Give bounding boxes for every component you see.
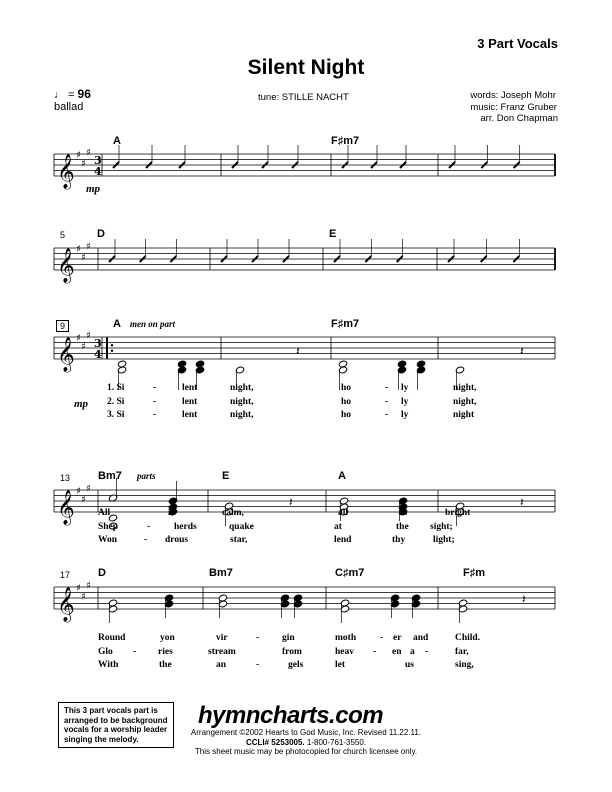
lyric-syllable: let: [335, 660, 346, 670]
phone-number: 1-800-761-3550.: [306, 737, 367, 747]
chord-symbol: F♯m: [463, 567, 485, 579]
lyric-syllable: lent: [182, 397, 198, 407]
lyric-syllable: With: [98, 660, 119, 670]
sharp-icon: ♯: [76, 583, 81, 594]
chord-symbol: A: [113, 135, 121, 147]
lyric-syllable: light;: [433, 535, 455, 545]
lyric-syllable: calm,: [222, 508, 244, 518]
lyric-syllable: 1. Si: [107, 383, 125, 393]
lyric-syllable: sing,: [455, 660, 474, 670]
copyright-line: Arrangement ©2002 Hearts to God Music, Inc. Revised 11.22.11.: [190, 728, 422, 737]
sharp-icon: ♯: [86, 330, 91, 342]
lyric-syllable: -: [256, 633, 260, 643]
lyric-syllable: yon: [160, 633, 175, 643]
quarter-note-icon: ♩: [54, 89, 65, 101]
lyric-syllable: -: [385, 397, 389, 407]
lyric-syllable: is: [168, 508, 175, 518]
chord-symbol: Bm7: [209, 567, 233, 579]
lyric-syllable: -: [256, 660, 260, 670]
lyric-syllable: night,: [453, 383, 477, 393]
arrangement-note: This 3 part vocals part is arranged to be background vocals for a worship leader singing the melody.: [58, 702, 174, 748]
lyric-syllable: sight;: [430, 522, 453, 532]
tune-name: tune: STILLE NACHT: [258, 92, 349, 103]
dynamic-marking: mp: [86, 183, 101, 195]
lyric-syllable: ly: [401, 410, 409, 420]
chord-symbol: A: [113, 318, 121, 330]
performance-cue: parts: [137, 471, 156, 481]
lyric-syllable: lent: [182, 383, 198, 393]
song-title: Silent Night: [247, 56, 365, 79]
quarter-rest-icon: 𝄽: [296, 344, 300, 358]
notehead: [416, 360, 425, 368]
lyric-syllable: Glo: [98, 647, 113, 657]
treble-clef-icon: 𝄞: [57, 248, 75, 283]
lyric-syllable: -: [144, 535, 148, 545]
sharp-icon: ♯: [76, 486, 81, 497]
sharp-icon: ♯: [86, 147, 91, 159]
lyric-syllable: from: [282, 647, 302, 657]
lyric-syllable: -: [373, 647, 377, 657]
lyric-syllable: 3. Si: [107, 410, 125, 420]
chord-symbol: C♯m7: [335, 567, 365, 579]
lyric-syllable: -: [380, 633, 384, 643]
sharp-icon: ♯: [86, 241, 91, 253]
treble-clef-icon: 𝄞: [57, 337, 75, 372]
lyric-syllable: all: [338, 508, 349, 518]
sharp-icon: ♯: [81, 158, 86, 170]
words-credit: words: Joseph Mohr: [470, 90, 556, 101]
lyric-syllable: -: [147, 522, 151, 532]
lyric-syllable: gin: [282, 633, 295, 643]
time-signature: 4: [94, 348, 102, 361]
sharp-icon: ♯: [86, 483, 91, 495]
dynamic-marking: mp: [74, 398, 89, 410]
lyric-syllable: All: [98, 508, 111, 518]
notehead: [117, 360, 126, 368]
ccli-number: CCLI# 5253005.: [245, 737, 305, 747]
lyric-syllable: star,: [230, 535, 248, 545]
measure-number: 17: [60, 570, 71, 580]
chord-symbol: A: [338, 470, 346, 482]
time-signature: 4: [94, 165, 102, 178]
tempo-style: ballad: [54, 101, 84, 113]
treble-clef-icon: 𝄞: [57, 490, 75, 525]
chord-symbol: Bm7: [98, 470, 122, 482]
copyright-block: [0, 728, 612, 757]
lyric-syllable: quake: [229, 522, 254, 532]
lyric-syllable: Shep: [98, 522, 119, 532]
lyric-syllable: herds: [174, 522, 197, 532]
lyric-syllable: thy: [392, 535, 406, 545]
lyric-syllable: an: [216, 660, 227, 670]
time-signature: 3: [94, 337, 102, 350]
tempo-marking: ♩ = 96 ballad: [54, 87, 91, 113]
lyric-syllable: -: [425, 647, 429, 657]
repeat-dot: [111, 344, 113, 346]
chord-symbol: D: [98, 567, 106, 579]
lyric-syllable: Won: [98, 535, 118, 545]
lyric-syllable: at: [334, 522, 342, 532]
lyric-syllable: ho: [341, 397, 352, 407]
chord-symbol: D: [97, 228, 105, 240]
treble-clef-icon: 𝄞: [57, 587, 75, 622]
lyric-syllable: ly: [401, 397, 409, 407]
sharp-icon: ♯: [76, 244, 81, 255]
lyric-syllable: night,: [230, 397, 254, 407]
lyric-syllable: 2. Si: [107, 397, 125, 407]
lyric-syllable: far,: [455, 647, 469, 657]
publisher-logo: [198, 702, 383, 730]
lyric-syllable: -: [153, 410, 157, 420]
lyric-syllable: ho: [341, 383, 352, 393]
lyric-syllable: ho: [341, 410, 352, 420]
chord-symbol: F♯m7: [331, 135, 360, 147]
lyric-syllable: night: [453, 410, 475, 420]
measure-number: 5: [60, 230, 66, 240]
quarter-rest-icon: 𝄽: [289, 495, 293, 509]
lyric-syllable: bright: [445, 508, 471, 518]
lyric-syllable: -: [133, 647, 137, 657]
lyric-syllable: the: [396, 522, 409, 532]
sharp-icon: ♯: [81, 341, 86, 353]
notehead: [177, 360, 186, 368]
tempo-value: 96: [77, 87, 91, 101]
chord-symbol: E: [329, 228, 337, 240]
quarter-rest-icon: 𝄽: [522, 592, 526, 606]
chord-symbol: F♯m7: [331, 318, 360, 330]
notehead: [397, 360, 406, 368]
logo-prefix: hymn: [198, 702, 261, 729]
lyric-syllable: -: [385, 410, 389, 420]
license-line: This sheet music may be photocopied for church licensee only.: [194, 747, 418, 756]
lyric-syllable: vir: [216, 633, 228, 643]
sharp-icon: ♯: [81, 591, 86, 603]
lyric-syllable: stream: [208, 647, 236, 657]
lyric-syllable: gels: [288, 660, 304, 670]
quarter-rest-icon: 𝄽: [520, 344, 524, 358]
logo-main: charts.com: [260, 702, 384, 729]
music-credit: music: Franz Gruber: [470, 101, 557, 113]
lyric-syllable: night,: [453, 397, 477, 407]
repeat-dot: [111, 350, 113, 352]
lyric-syllable: us: [405, 660, 414, 670]
measure-number: 13: [60, 473, 71, 483]
notehead: [338, 360, 347, 368]
sharp-icon: ♯: [76, 150, 81, 161]
lyric-syllable: ly: [401, 383, 409, 393]
lyric-syllable: the: [159, 660, 172, 670]
lyric-syllable: lend: [334, 535, 352, 545]
treble-clef-icon: 𝄞: [57, 154, 75, 189]
sharp-icon: ♯: [81, 252, 86, 264]
lyric-syllable: -: [385, 383, 389, 393]
part-label: 3 Part Vocals: [477, 36, 558, 51]
lyric-syllable: a: [410, 647, 415, 657]
sharp-icon: ♯: [81, 494, 86, 506]
notehead: [195, 360, 204, 368]
lyric-syllable: heav: [335, 647, 354, 657]
lyric-syllable: -: [153, 397, 157, 407]
lyric-syllable: is: [401, 508, 408, 518]
lyric-syllable: night,: [230, 383, 254, 393]
lyric-syllable: lent: [182, 410, 198, 420]
performance-cue: men on part: [130, 319, 176, 329]
lyric-syllable: er: [393, 633, 402, 643]
sharp-icon: ♯: [86, 580, 91, 592]
rehearsal-mark: 9: [56, 320, 69, 332]
lyric-syllable: ries: [158, 647, 173, 657]
lyric-syllable: and: [413, 633, 429, 643]
lyric-syllable: night,: [230, 410, 254, 420]
sharp-icon: ♯: [76, 333, 81, 344]
lyric-syllable: -: [153, 383, 157, 393]
lyric-syllable: Child.: [455, 633, 481, 643]
chord-symbol: E: [222, 470, 230, 482]
time-signature: 3: [94, 154, 102, 167]
lyric-syllable: en: [392, 647, 402, 657]
lyric-syllable: Round: [98, 633, 126, 643]
arranger-credit: arr. Don Chapman: [480, 113, 558, 124]
lyric-syllable: drous: [165, 535, 189, 545]
quarter-rest-icon: 𝄽: [520, 495, 524, 509]
lyric-syllable: moth: [335, 633, 357, 643]
